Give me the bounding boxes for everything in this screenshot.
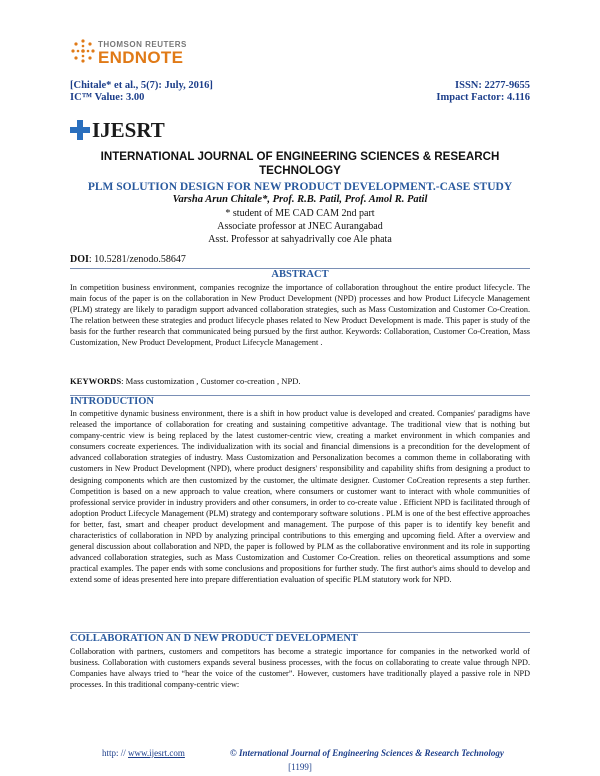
intro-heading: INTRODUCTION	[70, 396, 155, 407]
journal-line-1: INTERNATIONAL JOURNAL OF ENGINEERING SCIENCES & RESEARCH	[100, 150, 500, 163]
logo-bottom-text: ENDNOTE	[98, 48, 184, 67]
impact-factor: Impact Factor: 4.116	[436, 92, 530, 103]
doi-label: DOI	[70, 254, 89, 265]
citation: [Chitale* et al., 5(7): July, 2016]	[70, 80, 213, 91]
journal-name	[70, 150, 530, 178]
collab-heading: COLLABORATION AN D NEW PRODUCT DEVELOPMENT	[70, 633, 358, 644]
thomson-reuters-icon	[70, 38, 96, 64]
journal-link[interactable]: www.ijesrt.com	[128, 748, 185, 758]
keywords-text: : Mass customization , Customer co-creation , NPD.	[121, 376, 301, 386]
header-meta-right	[436, 80, 530, 104]
abstract-text: In competition business environment, companies recognize the importance of collaboration throughout the entire product lifecycle. The main focus of the paper is on the collaboration in New Product Development (NPD) processes and how Product Lifecycle Management (PLM) strategy are likely to paradigm support advanced collaboration strategies, such as Mass Customization and Customer Co-Creation. The relation between these strategies and product lifecycle phases related to New Product Development is made. This paper is study of the basis for the further research that communicated being pursued by the first author. Keywords: Collaboration, Customer Co-Creation, Mass Customization, New Product Development, Product Lifecycle Management .	[70, 283, 530, 348]
abstract-heading: ABSTRACT	[271, 269, 329, 280]
keywords-label: KEYWORDS	[70, 376, 122, 386]
paper-title: PLM SOLUTION DESIGN FOR NEW PRODUCT DEVELOPMENT.-CASE STUDY	[87, 181, 513, 193]
footer-url-prefix: http: //	[102, 748, 129, 758]
header-meta-left	[70, 80, 213, 104]
issn: ISSN: 2277-9655	[455, 80, 530, 91]
logo-top-text: THOMSON REUTERS	[98, 40, 187, 49]
intro-text: In competitive dynamic business environment, there is a shift in how product value is developed and created. Companies' paradigms have released the importance of collaboration for creating and sustaining competitive advantage. The traditional view that is nothing but company-centric view is being replaced by the latest customer-centric view, creating a market environment in which companies and consumers cocreate experiences. The individualization with its social and financial dimensions is a precondition for the development of advanced collaboration strategies of industry. Mass Customization and Personalization becomes a common theme in collaborating with customers in New Product Development (NPD), where product designers' responsibility and capability shifts from designing a product to designing components which are then customized by the customer, the ultimate designer. Customer CoCreation represents a step further. Competition is based on a new approach to value creation, where consumers or customer want to interact with whole communities of professional service provider in industry providers and other consumers, in order to co-create value . Efficient NPD is facilitated through of adoption Product Lifecycle Management (PLM) strategy and contemporary software solutions . PLM is one of the best effective approaches for better, fast, smart and cheaper product development and management. The purpose of this paper is to identify key benefit and characteristics of collaboration in NPD by analyzing principal contributions to this emerging and upcoming field. After a overview and general discussion about collaboration and NPD, the paper is followed by PLM as the collaborative environment and its role in supporting advanced collaboration strategies, such as Mass Customization and Customer Co-Creation. relies on theoretical assumptions and some practical examples. The paper ends with some conclusions and propositions for further study. The first author's aims should to develop and extend some of ideas presented here into prepare differentiation evaluation of specific PLM statutory work for NPD.	[70, 409, 530, 585]
affiliation-3: Asst. Professor at sahyadrivally coe Ale phata	[208, 234, 392, 245]
authors: Varsha Arun Chitale*, Prof. R.B. Patil, Prof. Amol R. Patil	[172, 194, 428, 205]
affiliation-1: * student of ME CAD CAM 2nd part	[225, 208, 375, 219]
endnote-logo	[70, 38, 230, 72]
affiliation-2: Associate professor at JNEC Aurangabad	[217, 221, 383, 232]
doi	[70, 254, 186, 265]
collab-text: Collaboration with partners, customers and competitors has become a strategic importance for companies in the networked world of business. Collaboration with customers expands several business processes, with the focus on collaborating to create value through NPD. Companies have always tried to “hear the voice of the customer”. However, customers have traditionally played a passive role in NPD processes. In this traditional company-centric view:	[70, 647, 530, 690]
footer-url	[102, 748, 185, 758]
journal-short: IJESRT	[92, 118, 165, 142]
plus-icon	[70, 120, 90, 140]
footer-copyright: © International Journal of Engineering Sciences & Research Technology	[230, 748, 504, 758]
doi-value: : 10.5281/zenodo.58647	[88, 254, 186, 265]
keywords	[70, 376, 301, 386]
ic-value: IC™ Value: 3.00	[70, 92, 145, 103]
journal-line-2: TECHNOLOGY	[259, 164, 341, 177]
page-number: [1199]	[288, 762, 312, 772]
